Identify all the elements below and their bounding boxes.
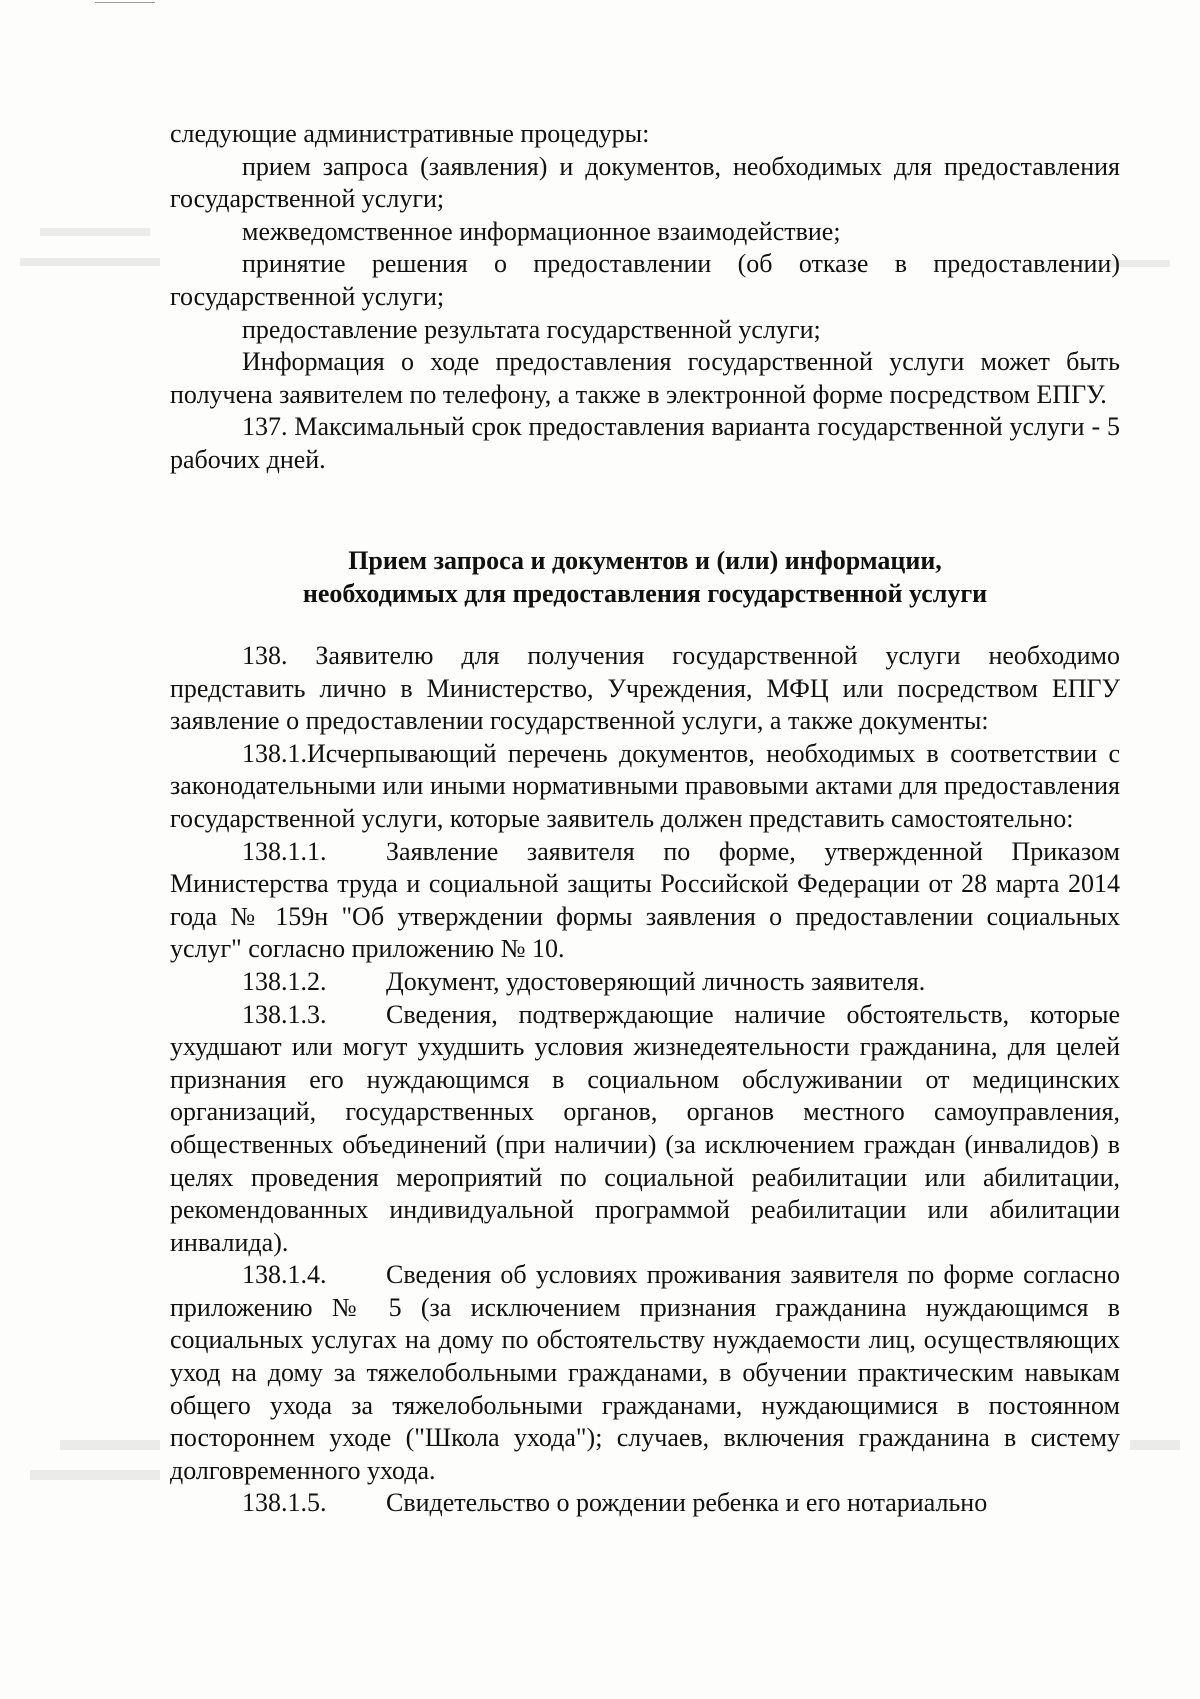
clauses-text-block [170,640,1120,1520]
clause-138-1-4 [170,1259,1120,1487]
clause-number: 138.1.2. [242,966,327,996]
section-heading-line-1: Прием запроса и документов и (или) информации, [348,546,942,575]
clause-text: Сведения, подтверждающие наличие обстоятельств, которые ухудшают или могут ухудшить условия жизнедеятельности гражданина, для целей признания его нуждающимся в социальном обслуживании от медицинских организаций, государственных органов, органов местного самоуправления, общественных объединений (при наличии) (за исключением граждан (инвалидов) в целях проведения мероприятий по социальной реабилитации или абилитации, рекомендованных индивидуальной программой реабилитации или абилитации инвалида). [170,999,1120,1257]
paragraph-137-max-term: 137. Максимальный срок предоставления варианта государственной услуги - 5 рабочих дней. [170,412,1120,474]
clause-number: 138.1.4. [242,1260,327,1290]
paragraph-progress-info: Информация о ходе предоставления государственной услуги может быть получена заявителем по телефону, а также в электронной форме посредством ЕПГУ. [170,347,1120,409]
paragraph-138: 138. Заявителю для получения государственной услуги необходимо представить лично в Министерство, Учреждения, МФЦ или посредством ЕПГУ заявление о предоставлении государственной услуги, а также документы: [170,641,1120,736]
clause-138-1-3 [170,999,1120,1260]
scan-noise [20,258,160,266]
scan-artifact-line [95,2,155,3]
scan-noise [40,228,150,236]
clause-number: 138.1.1. [242,836,327,866]
clause-text: Сведения об условиях проживания заявителя по форме согласно приложению № 5 (за исключением признания гражданина нуждающимся в социальных услугах на дому по обстоятельству нуждаемости лиц, осуществляющих уход на дому за тяжелобольными гражданами, в обучении практическим навыкам общего ухода за тяжелобольными гражданами, нуждающимися в постоянном постороннем уходе ("Школа ухода"); случаев, включения гражданина в систему долговременного ухода. [170,1260,1120,1485]
paragraph-procedure-decision: принятие решения о предоставлении (об отказе в предоставлении) государственной услуги; [170,249,1120,311]
clause-138-1-2 [170,966,1120,999]
scan-noise [60,1440,160,1450]
paragraph-procedure-request: прием запроса (заявления) и документов, необходимых для предоставления государственной услуги; [170,151,1120,214]
clause-text: Свидетельство о рождении ребенка и его нотариально [386,1488,988,1518]
clause-text: Документ, удостоверяющий личность заявителя. [386,966,926,996]
clause-text: Заявление заявителя по форме, утвержденной Приказом Министерства труда и социальной защиты Российской Федерации от 28 марта 2014 года № 159н "Об утверждении формы заявления о предоставлении социальных услуг" согласно приложению № 10. [170,836,1120,964]
section-heading [170,545,1120,610]
scan-noise [30,1470,160,1480]
section-heading-line-2: необходимых для предоставления государственной услуги [302,578,988,608]
paragraph-procedures-intro: следующие административные процедуры: [170,119,650,148]
scan-noise [1130,1440,1180,1450]
clause-number: 138.1.3. [242,999,327,1029]
clause-138-1-1 [170,836,1120,966]
paragraph-138-1: 138.1.Исчерпывающий перечень документов, необходимых в соответствии с законодательными или иными нормативными правовыми актами для предоставления государственной услуги, которые заявитель должен представить самостоятельно: [170,738,1120,833]
clause-138-1-5 [170,1487,1120,1520]
clause-number: 138.1.5. [242,1488,327,1518]
paragraph-procedure-interagency: межведомственное информационное взаимодействие; [242,216,841,246]
paragraph-procedure-result: предоставление результата государственной услуги; [242,314,821,344]
intro-text-block [170,118,1120,477]
